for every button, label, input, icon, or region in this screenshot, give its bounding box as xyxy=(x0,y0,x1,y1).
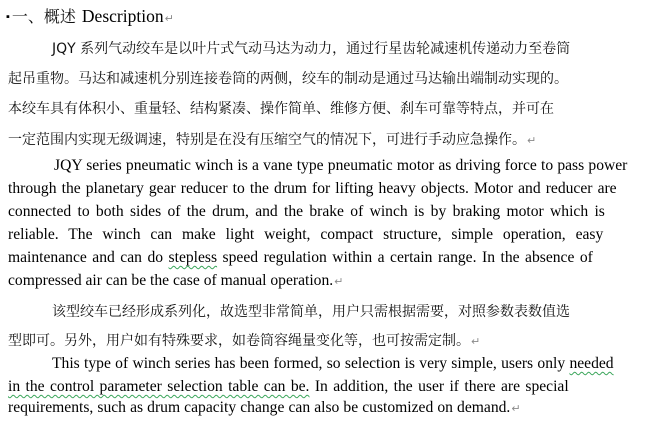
text-line: compressed air can be the case of manual operation.↵ xyxy=(8,272,344,289)
text-line: maintenance and can do stepless speed regulation within a certain range. In the absence of xyxy=(8,249,593,266)
spellcheck-word: needed xyxy=(569,355,614,372)
text-line: 型即可。另外，用户如有特殊要求，如卷筒容绳量变化等，也可按需定制。↵ xyxy=(8,333,481,349)
heading-bullet: ▪ xyxy=(6,11,10,23)
text-line: reliable. The winch can make light weight, compact structure, simple operation, easy xyxy=(8,226,604,243)
text-line: JQY series pneumatic winch is a vane type pneumatic motor as driving force to pass power xyxy=(54,157,628,174)
section-heading xyxy=(6,3,174,29)
spellcheck-word: stepless xyxy=(168,249,218,266)
text-line: 该型绞车已经形成系列化，故选型非常简单，用户只需根据需要，对照参数表数值选 xyxy=(52,304,570,320)
text-line: through the planetary gear reducer to the drum for lifting heavy objects. Motor and reducer are xyxy=(8,180,617,197)
text-line: in the control parameter selection table can be. In addition, the user if there are special xyxy=(8,378,569,395)
text-line: 起吊重物。马达和减速机分别连接卷筒的两侧，绞车的制动是通过马达输出端制动实现的。 xyxy=(8,71,568,87)
heading-title-en: Description xyxy=(81,6,164,26)
paragraph-mark: ↵ xyxy=(164,12,174,25)
heading-title-cn: 一、概述 xyxy=(11,7,76,26)
text-line: connected to both sides of the drum, and the brake of winch is by braking motor which is xyxy=(8,203,605,220)
text-line: 本绞车具有体积小、重量轻、结构紧凑、操作简单、维修方便、刹车可靠等特点，并可在 xyxy=(8,101,554,117)
text-line: requirements, such as drum capacity change can also be customized on demand.↵ xyxy=(8,399,521,416)
paragraph-mark: ↵ xyxy=(527,134,537,147)
text-line: 一定范围内实现无级调速，特别是在没有压缩空气的情况下，可进行手动应急操作。↵ xyxy=(8,132,537,148)
paragraph-mark: ↵ xyxy=(471,335,481,348)
text-line: JQY 系列气动绞车是以叶片式气动马达为动力，通过行星齿轮减速机传递动力至卷筒 xyxy=(52,41,571,57)
paragraph-mark: ↵ xyxy=(334,275,344,288)
text-line: This type of winch series has been formed, so selection is very simple, users only needed xyxy=(52,355,614,372)
spellcheck-phrase: in the control parameter selection table can be. xyxy=(8,378,310,395)
paragraph-mark: ↵ xyxy=(511,402,521,415)
